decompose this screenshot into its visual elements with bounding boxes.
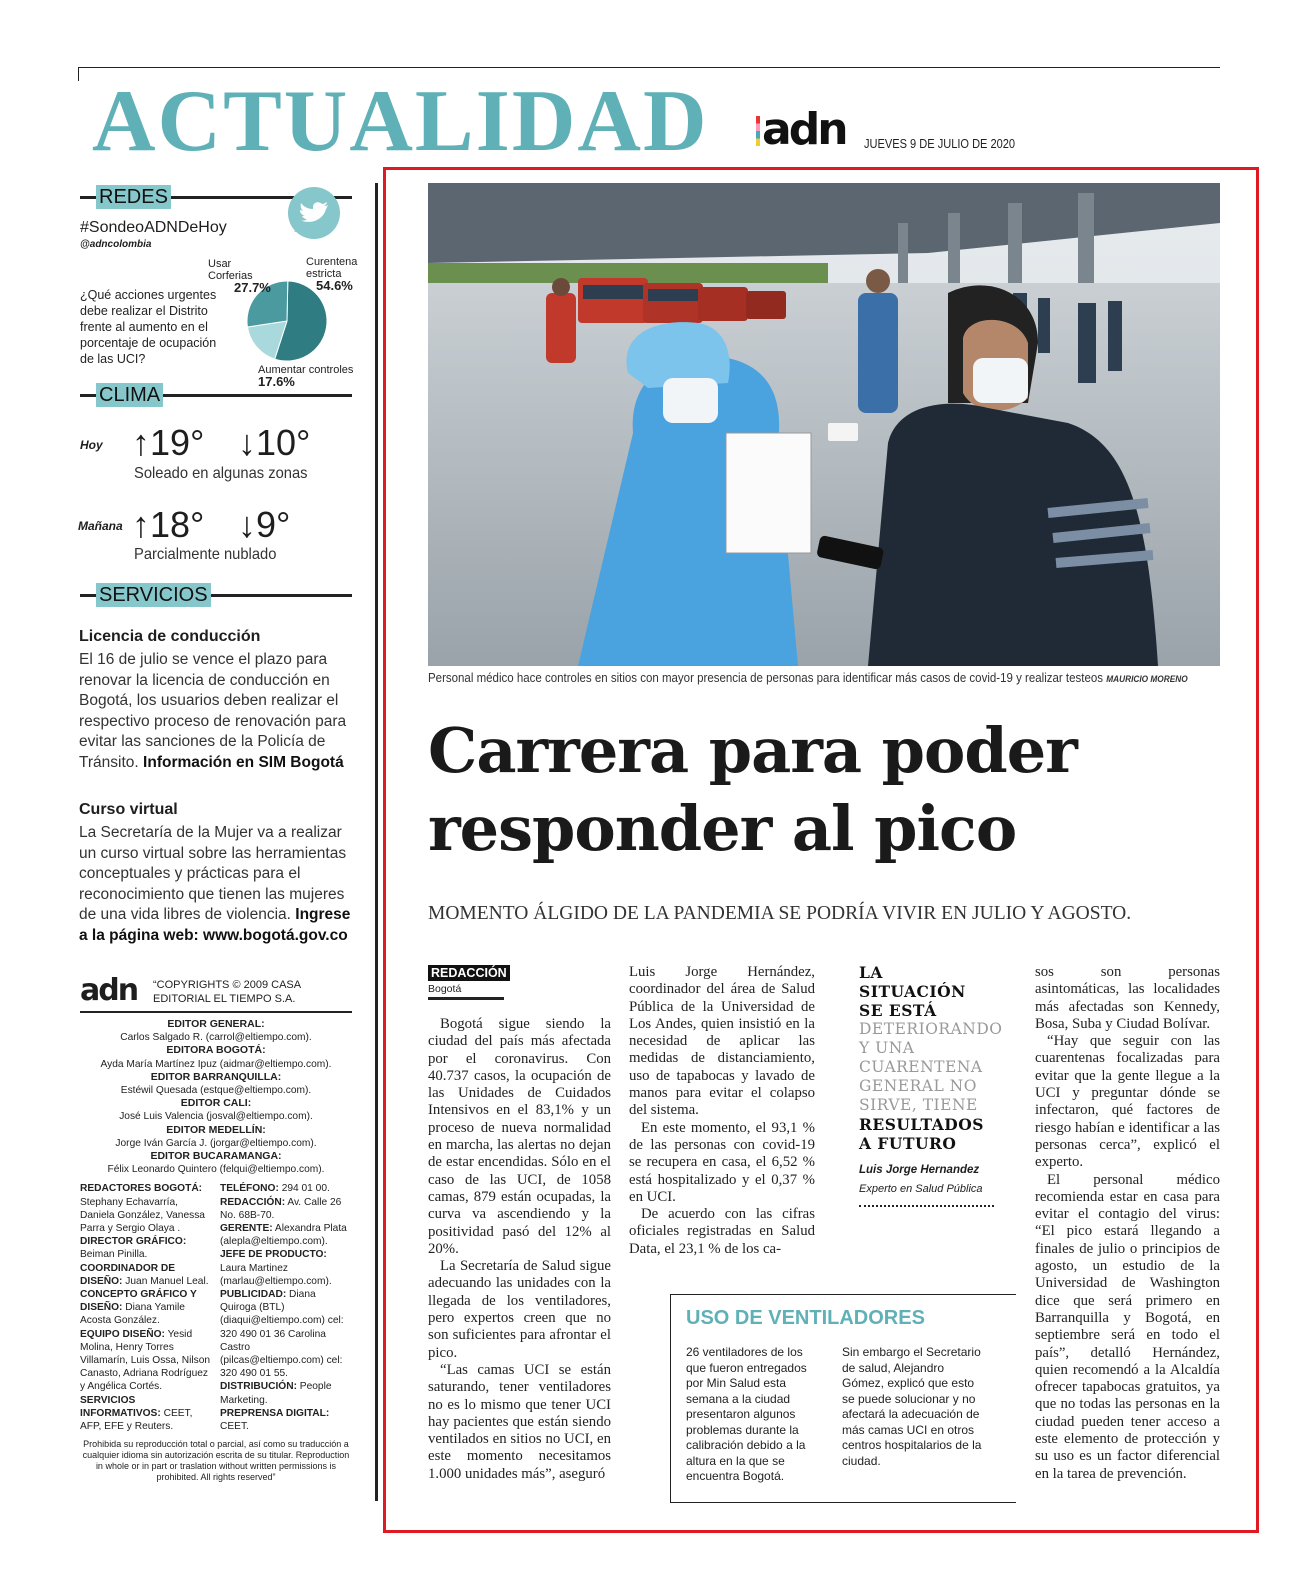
col1-para-2: La Secretaría de Salud sigue adecuando las unidades con la llegada de los ventiladores, pero expertos creen que no son suficientes para afrontar el pico.	[428, 1258, 611, 1361]
credit-right-3	[220, 1248, 352, 1288]
credit-editor-name: Jorge Iván García J. (jorgar@eltiempo.com).	[115, 1137, 317, 1149]
credit-editor-name: Estéwil Quesada (estque@eltiempo.com).	[120, 1085, 312, 1097]
credit-left-name: CEET, AFP, EFE y Reuters.	[80, 1407, 193, 1433]
servicio-text-licencia: El 16 de julio se vence el plazo para renovar la licencia de conducción en Bogotá, los usuarios deben realizar el respectivo proceso de renovación para evitar las sanciones de la Policía de Tránsito.	[79, 651, 347, 771]
credit-editor-1	[80, 1044, 352, 1070]
logo-dots-icon	[756, 116, 760, 146]
credit-left-role: EQUIPO DISEÑO:	[80, 1328, 165, 1340]
credit-left-4	[80, 1328, 212, 1394]
clima-label: CLIMA	[96, 383, 163, 407]
servicio-link-curso: Ingrese a la página web: www.bogotá.gov.co	[79, 906, 351, 944]
col1-para-1: Bogotá sigue siendo la ciudad del país más afectada por el coronavirus. Con 40.737 casos, la ocupación de las Unidades de Cuidados Intensivos en el 83,1% y un proceso de nueva normalidad en marcha, las alertas no dejan de estar encendidas. Sólo en el caso de las UCI, de 1058 camas, 879 están ocupadas, la curva va ascendiendo y la positividad pasó del 12% al 20%.	[428, 1016, 611, 1257]
credit-right-role: TELÉFONO:	[220, 1183, 279, 1195]
credits-copyright: “COPYRIGHTS © 2009 CASA EDITORIAL EL TIEMPO S.A.	[153, 979, 301, 1005]
credit-right-role: JEFE DE PRODUCTO:	[220, 1249, 327, 1261]
credits-right-col	[220, 1182, 352, 1433]
credit-left-role: CONCEPTO GRÁFICO Y DISEÑO:	[80, 1289, 197, 1314]
credit-left-name: Stephany Echavarría, Daniela González, Vanessa Parra y Sergio Olaya .	[80, 1196, 205, 1235]
credits-left-col	[80, 1182, 212, 1433]
column-divider	[375, 183, 378, 1501]
article-column-2	[629, 964, 815, 1258]
credit-right-name: Diana Quiroga (BTL) (diaqui@eltiempo.com) cel: 320 490 01 36 Carolina Castro (pilcas@eltiempo.com) cel: 320 490 01 55.	[220, 1289, 344, 1380]
poll-value-corferias: 27.7%	[234, 280, 271, 295]
poll-value-controles: 17.6%	[258, 374, 295, 389]
top-rule-tick	[78, 67, 79, 81]
credit-editor-role: EDITOR MEDELLÍN:	[166, 1123, 266, 1136]
issue-date: JUEVES 9 DE JULIO DE 2020	[864, 136, 1016, 151]
pullquote-bold-end: RESULTADOS A FUTURO	[859, 1115, 984, 1153]
photo-credit: MAURICIO MORENO	[1106, 674, 1188, 684]
clima-high-today: ↑19°	[132, 422, 205, 463]
credit-right-role: GERENTE:	[220, 1223, 273, 1235]
credit-left-0	[80, 1182, 212, 1235]
clima-low-tomorrow: ↓9°	[238, 504, 291, 545]
credit-right-name: 294 01 00.	[278, 1183, 330, 1195]
credit-left-role: SERVICIOS INFORMATIVOS:	[80, 1394, 161, 1419]
poll-label-corferias	[208, 258, 278, 295]
ventiladores-text-left: 26 ventiladores de los que fueron entregados por Min Salud esta semana a la ciudad presentaron algunos problemas durante la calibración debido a la altura en la que se encuentra Bogotá.	[686, 1345, 807, 1483]
credit-left-3	[80, 1288, 212, 1328]
clima-day-tomorrow: Mañana	[78, 519, 123, 533]
poll-value-cuarentena: 54.6%	[316, 278, 353, 293]
credit-editor-name: Carlos Salgado R. (carrol@eltiempo.com).	[120, 1032, 312, 1044]
ventiladores-title: USO DE VENTILADORES	[686, 1307, 925, 1329]
credit-editor-role: EDITOR CALI:	[180, 1097, 252, 1110]
credit-editor-name: José Luis Valencia (josval@eltiempo.com).	[119, 1111, 313, 1123]
subheadline: MOMENTO ÁLGIDO DE LA PANDEMIA SE PODRÍA VIVIR EN JULIO Y AGOSTO.	[428, 903, 1132, 924]
poll-label-cuarentena-text: Curentena estricta	[306, 256, 358, 280]
credit-right-role: DISTRIBUCIÓN:	[220, 1381, 297, 1393]
byline-tag: REDACCIÓN	[428, 965, 510, 981]
credit-editor-0	[80, 1018, 352, 1044]
pullquote-author-title: Experto en Salud Pública	[859, 1183, 983, 1195]
credit-right-2	[220, 1222, 352, 1248]
pullquote-bold-start: LA SITUACIÓN SE ESTÁ	[859, 963, 966, 1020]
credits-block	[80, 1018, 352, 1483]
credit-left-name: Juan Manuel Leal.	[122, 1275, 209, 1287]
col4-para-2: “Hay que seguir con las cuarentenas focalizadas para evitar que la gente llegue a la UCI y preguntar dónde se infectaron, qué factores de riesgo habían e identificar a las personas cerca”, explicó el experto.	[1035, 1033, 1220, 1171]
pullquote-middle: DETERIORANDO Y UNA CUARENTENA GENERAL NO SIRVE, TIENE	[859, 1020, 1003, 1114]
servicio-body-licencia	[79, 650, 351, 774]
clima-desc-today: Soleado en algunas zonas	[134, 465, 308, 482]
credit-left-name: Diana Yamile Acosta González.	[80, 1302, 185, 1327]
poll-hashtag: #SondeoADNDeHoy	[80, 219, 227, 236]
credit-editor-role: EDITOR GENERAL:	[167, 1018, 265, 1030]
credit-right-role: PUBLICIDAD:	[220, 1289, 287, 1301]
credit-editor-name: Ayda María Martínez Ipuz (aidmar@eltiempo.com).	[100, 1058, 332, 1070]
servicio-link-licencia: Información en SIM Bogotá	[143, 753, 344, 771]
credit-editor-3	[80, 1097, 352, 1123]
credit-editor-name: Félix Leonardo Quintero (felqui@eltiempo.com).	[107, 1164, 325, 1176]
col2-para-2: En este momento, el 93,1 % de las personas con covid-19 se recupera en casa, el 6,52 % está hospitalizado y el 0,37 % en UCI.	[629, 1119, 815, 1205]
credit-right-name: Av. Calle 26 No. 68B-70.	[220, 1196, 342, 1221]
credit-left-name: Yesid Molina, Henry Torres Villamarín, Luis Ossa, Nilson Canasto, Adriana Rodríguez y Angélica Cortés.	[80, 1328, 211, 1393]
article-photo	[428, 183, 1220, 666]
credit-right-0	[220, 1182, 352, 1195]
poll-label-controles-text: Aumentar controles	[258, 364, 354, 376]
credit-left-5	[80, 1394, 212, 1434]
article-column-1	[428, 1016, 611, 1483]
credit-editor-4	[80, 1124, 352, 1150]
clima-header	[80, 383, 352, 407]
adn-logo	[762, 104, 846, 155]
servicio-text-curso: La Secretaría de la Mujer va a realizar un curso virtual sobre las herramientas conceptuales y prácticas para el reconocimiento que tienen las mujeres de una vida libres de violencia.	[79, 824, 347, 924]
credits-rule	[80, 1011, 352, 1013]
article-column-4	[1035, 964, 1220, 1483]
servicio-title-curso: Curso virtual	[79, 801, 178, 818]
credit-left-role: COORDINADOR DE DISEÑO:	[80, 1262, 176, 1287]
clima-low-today: ↓10°	[238, 422, 311, 463]
credit-right-5	[220, 1380, 352, 1406]
redes-label: REDES	[96, 185, 171, 209]
pullquote-dotted-rule	[859, 1205, 994, 1207]
credit-left-role: DIRECTOR GRÁFICO:	[80, 1236, 187, 1248]
credit-editor-role: EDITOR BARRANQUILLA:	[150, 1070, 282, 1083]
byline-city: Bogotá	[428, 982, 504, 1000]
servicios-label: SERVICIOS	[96, 583, 211, 607]
credit-right-name: Laura Martinez (marlau@eltiempo.com).	[220, 1262, 332, 1287]
credit-left-role: REDACTORES BOGOTÁ:	[80, 1183, 203, 1195]
pullquote	[859, 963, 1003, 1207]
photo-caption	[428, 671, 1188, 685]
credit-right-role: REDACCIÓN:	[220, 1196, 286, 1208]
credit-editor-role: EDITOR BUCARAMANGA:	[150, 1150, 282, 1163]
poll-handle: @adncolombia	[80, 239, 152, 250]
credit-editor-role: EDITORA BOGOTÁ:	[166, 1044, 266, 1057]
credit-right-role: PREPRENSA DIGITAL:	[220, 1407, 330, 1419]
credit-right-name: CEET.	[220, 1421, 249, 1433]
photo-caption-text: Personal médico hace controles en sitios con mayor presencia de personas para identificar más casos de covid-19 y realizar testeos	[428, 671, 1104, 685]
col4-para-1: sos son personas asintomáticas, las localidades más afectadas son Kennedy, Bosa, Suba y Ciudad Bolívar.	[1035, 964, 1220, 1032]
credits-legal: Prohibida su reproducción total o parcial, así como su traducción a cualquier idioma sin autorización escrita de su titular. Reproduction in whole or in part or traslation without written permissions is prohibited. All rights reserved”	[82, 1439, 350, 1483]
headline	[428, 712, 1077, 868]
credits-editors	[80, 1018, 352, 1176]
servicio-body-curso	[79, 823, 351, 947]
pullquote-author: Luis Jorge Hernandez	[859, 1164, 980, 1176]
credit-left-2	[80, 1262, 212, 1288]
section-title: ACTUALIDAD	[92, 73, 709, 170]
headline-line-1: Carrera para poder	[428, 714, 1077, 787]
poll-question: ¿Qué acciones urgentes debe realizar el Distrito frente al aumento en el porcentaje de ocupación de las UCI?	[80, 288, 217, 366]
credit-right-1	[220, 1196, 352, 1222]
ventiladores-text-right: Sin embargo el Secretario de salud, Alejandro Gómez, explicó que esto se puede solucionar y no afectará la adecuación de más camas UCI en otros centros hospitalarios de la ciudad.	[842, 1345, 982, 1468]
credit-left-name: Beiman Pinilla.	[80, 1249, 148, 1261]
servicio-title-licencia: Licencia de conducción	[79, 628, 261, 645]
credit-right-name: Alexandra Plata (alepla@eltiempo.com).	[220, 1223, 347, 1248]
col2-para-3: De acuerdo con las cifras oficiales registradas en Salud Data, el 23,1 % de los ca-	[629, 1206, 815, 1257]
adn-logo-text: adn	[762, 104, 846, 155]
credit-right-6	[220, 1407, 352, 1433]
poll-label-corferias-text: Usar Corferias	[208, 258, 253, 282]
credit-right-4	[220, 1288, 352, 1380]
credit-editor-5	[80, 1150, 352, 1176]
top-rule	[78, 67, 1220, 68]
headline-line-2: responder al pico	[428, 792, 1017, 865]
clima-day-today: Hoy	[80, 438, 103, 452]
col2-para-1: Luis Jorge Hernández, coordinador del área de Salud Pública de la Universidad de Los Andes, quien insistió en la necesidad de aplicar las medidas de distanciamiento, uso de tapabocas y lavado de manos para evitar el colapso del sistema.	[629, 964, 815, 1119]
col4-para-3: El personal médico recomienda estar en casa para evitar el contagio del virus: “El pico estará llegando a finales de julio o principios de agosto, un estudio de la Universidad de Washington dice que será primero en Barranquilla y Bogotá, en septiembre será en todo el país”, detalló Hernández, quien recomendó a la Alcaldía ofrecer tapabocas gratuitos, ya que no todas las personas en la ciudad pueden tener acceso a este elemento de protección y su uso es un factor diferencial en la tarea de prevención.	[1035, 1171, 1220, 1482]
credit-right-name: People Marketing.	[220, 1381, 332, 1406]
servicios-header	[80, 583, 352, 607]
byline	[428, 964, 510, 1000]
credit-editor-2	[80, 1071, 352, 1097]
credits-adn-logo: adn	[80, 973, 138, 1008]
col1-para-3: “Las camas UCI se están saturando, tener ventiladores no es lo mismo que tener UCI hay pacientes que están siendo ventilados en sitios no UCI, en este momento necesitamos 1.000 unidades más”, aseguró	[428, 1361, 611, 1482]
credit-left-1	[80, 1235, 212, 1261]
twitter-bird-icon	[284, 186, 344, 246]
clima-desc-tomorrow: Parcialmente nublado	[134, 546, 277, 563]
poll-label-cuarentena	[306, 256, 358, 293]
clima-high-tomorrow: ↑18°	[132, 504, 205, 545]
